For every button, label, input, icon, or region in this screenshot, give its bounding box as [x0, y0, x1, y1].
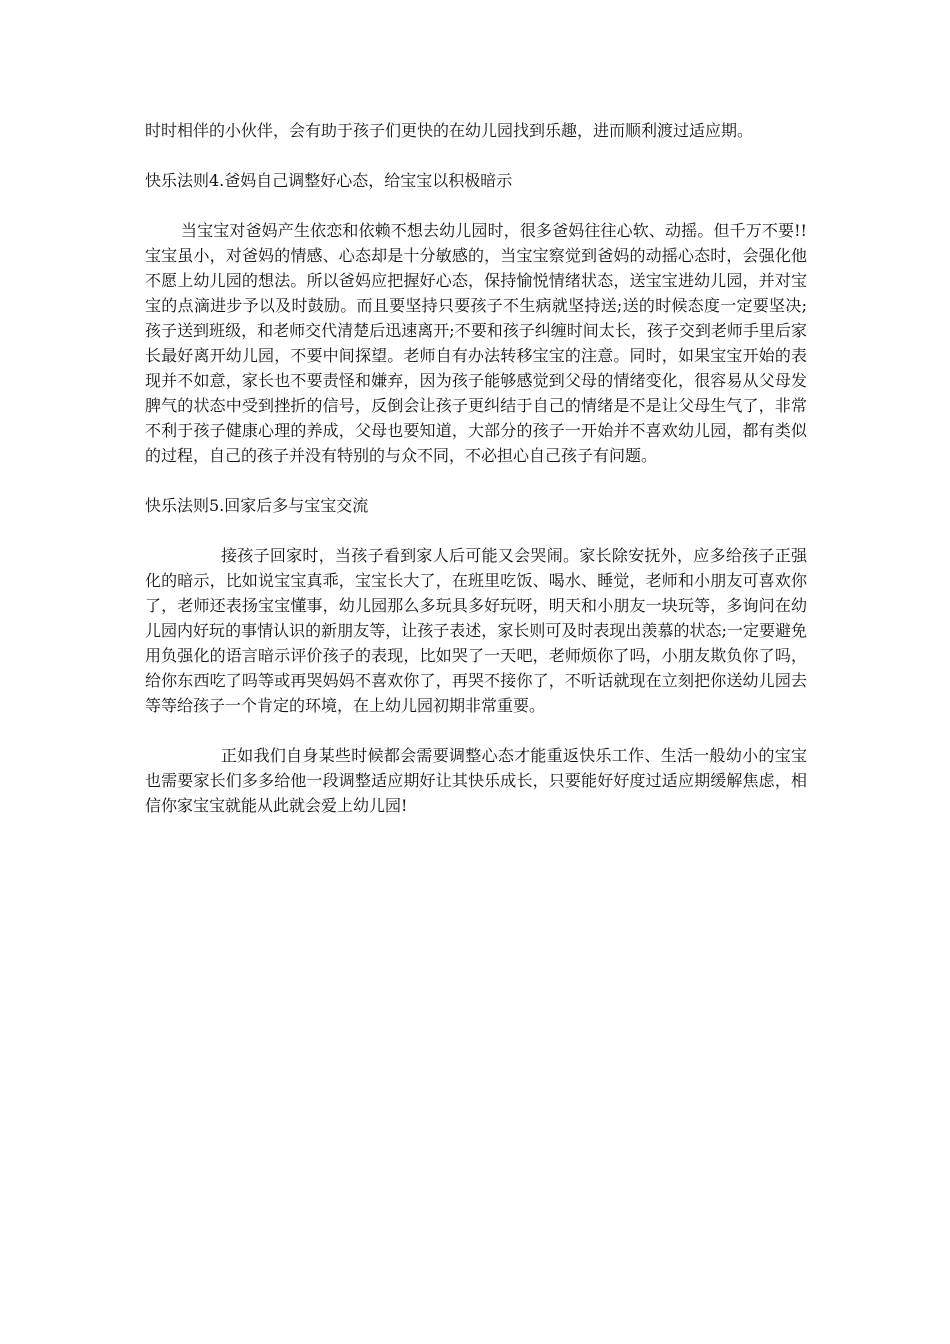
section-heading-rule-5: 快乐法则5.回家后多与宝宝交流: [145, 496, 369, 515]
paragraph-gap: [145, 143, 807, 168]
paragraph-conclusion: 正如我们自身某些时候都会需要调整心态才能重返快乐工作、生活一般幼小的宝宝也需要家长们多多给他一段调整适应期好让其快乐成长，只要能好好度过适应期缓解焦虑，相信你家宝宝就能从此就会爱上幼儿园!: [145, 746, 807, 815]
paragraph-rule-5: 接孩子回家时，当孩子看到家人后可能又会哭闹。家长除安抚外，应多给孩子正强化的暗示，比如说宝宝真乖，宝宝长大了，在班里吃饭、喝水、睡觉，老师和小朋友可喜欢你了，老师还表扬宝宝懂事，幼儿园那么多玩具多好玩呀，明天和小朋友一块玩等，多询问在幼儿园内好玩的事情认识的新朋友等，让孩子表述，家长则可及时表现出羡慕的状态;一定要避免用负强化的语言暗示评价孩子的表现，比如哭了一天吧，老师烦你了吗，小朋友欺负你了吗，给你东西吃了吗等或再哭妈妈不喜欢你了，再哭不接你了，不听话就现在立刻把你送幼儿园去等等给孩子一个肯定的环境，在上幼儿园初期非常重要。: [145, 546, 807, 715]
document-page: [145, 118, 807, 818]
paragraph-gap: [145, 193, 807, 218]
paragraph-gap: [145, 718, 807, 743]
paragraph-continuation: 时时相伴的小伙伴，会有助于孩子们更快的在幼儿园找到乐趣，进而顺利渡过适应期。: [145, 121, 754, 140]
paragraph-rule-4: 当宝宝对爸妈产生依恋和依赖不想去幼儿园时，很多爸妈往往心软、动摇。但千万不要!!宝宝虽小，对爸妈的情感、心态却是十分敏感的，当宝宝察觉到爸妈的动摇心态时，会强化他不愿上幼儿园的想法。所以爸妈应把握好心态，保持愉悦情绪状态，送宝宝进幼儿园，并对宝宝的点滴进步予以及时鼓励。而且要坚持只要孩子不生病就坚持送;送的时候态度一定要坚决;孩子送到班级，和老师交代清楚后迅速离开;不要和孩子纠缠时间太长，孩子交到老师手里后家长最好离开幼儿园，不要中间探望。老师自有办法转移宝宝的注意。同时，如果宝宝开始的表现并不如意，家长也不要责怪和嫌弃，因为孩子能够感觉到父母的情绪变化，很容易从父母发脾气的状态中受到挫折的信号，反倒会让孩子更纠结于自己的情绪是不是让父母生气了，非常不利于孩子健康心理的养成，父母也要知道，大部分的孩子一开始并不喜欢幼儿园，都有类似的过程，自己的孩子并没有特别的与众不同，不必担心自己孩子有问题。: [145, 221, 807, 465]
section-heading-rule-4: 快乐法则4.爸妈自己调整好心态，给宝宝以积极暗示: [145, 171, 513, 190]
paragraph-gap: [145, 468, 807, 493]
paragraph-gap: [145, 518, 807, 543]
